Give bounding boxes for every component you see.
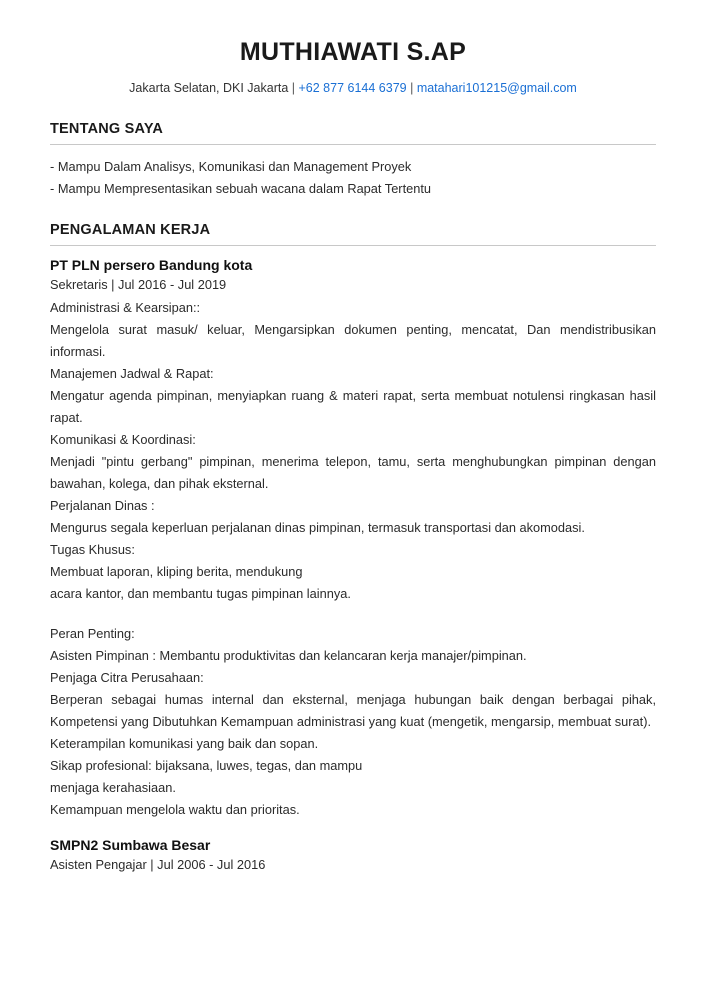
page-title: MUTHIAWATI S.AP (239, 38, 467, 66)
job-meta: Asisten Pengajar | Jul 2006 - Jul 2016 (50, 857, 266, 872)
job-paragraph: Administrasi & Kearsipan:: (50, 300, 201, 315)
experience-divider (50, 245, 656, 246)
job-paragraph: Keterampilan komunikasi yang baik dan sopan. (50, 736, 319, 751)
job-paragraph: Manajemen Jadwal & Rapat: (50, 366, 214, 381)
job-paragraph: Mengelola surat masuk/ keluar, Mengarsipkan dokumen penting, mencatat, Dan mendistribusikan informasi. (50, 322, 656, 359)
job-paragraph: Penjaga Citra Perusahaan: (50, 670, 204, 685)
job-paragraph: Asisten Pimpinan : Membantu produktivitas dan kelancaran kerja manajer/pimpinan. (50, 648, 527, 663)
job-paragraph: Berperan sebagai humas internal dan eksternal, menjaga hubungan baik dengan berbagai pihak, Kompetensi yang Dibutuhkan Kemampuan administrasi yang kuat (mengetik, mengarsip, membuat surat). (50, 692, 656, 729)
about-line: - Mampu Mempresentasikan sebuah wacana dalam Rapat Tertentu (50, 181, 432, 196)
experience-item (50, 257, 656, 821)
job-paragraph: Tugas Khusus: (50, 542, 135, 557)
job-company: SMPN2 Sumbawa Besar (50, 837, 211, 853)
experience-item (50, 837, 656, 872)
job-paragraph: acara kantor, dan membantu tugas pimpinan lainnya. (50, 586, 351, 601)
contact-location: Jakarta Selatan, DKI Jakarta (129, 81, 289, 95)
contact-phone-link[interactable]: +62 877 6144 6379 (298, 81, 407, 95)
job-company: PT PLN persero Bandung kota (50, 257, 253, 273)
job-paragraph: Sikap profesional: bijaksana, luwes, tegas, dan mampu (50, 758, 363, 773)
job-paragraph: Komunikasi & Koordinasi: (50, 432, 196, 447)
contact-line (50, 81, 656, 95)
experience-section-title: PENGALAMAN KERJA (50, 222, 211, 238)
contact-separator-1: | (291, 81, 296, 95)
job-paragraph: Mengurus segala keperluan perjalanan dinas pimpinan, termasuk transportasi dan akomodasi. (50, 520, 585, 535)
job-paragraph: Perjalanan Dinas : (50, 498, 155, 513)
job-paragraph: Kemampuan mengelola waktu dan prioritas. (50, 802, 300, 817)
about-line: - Mampu Dalam Analisys, Komunikasi dan Management Proyek (50, 159, 412, 174)
job-meta: Sekretaris | Jul 2016 - Jul 2019 (50, 277, 227, 292)
experience-section (50, 222, 656, 872)
paragraph-spacer (50, 605, 656, 623)
job-paragraph: Mengatur agenda pimpinan, menyiapkan ruang & materi rapat, serta membuat notulensi ringkasan hasil rapat. (50, 388, 656, 425)
about-section (50, 121, 656, 200)
job-paragraph: Peran Penting: (50, 626, 135, 641)
job-paragraph: Membuat laporan, kliping berita, mendukung (50, 564, 303, 579)
job-paragraph: Menjadi "pintu gerbang" pimpinan, menerima telepon, tamu, serta menghubungkan pimpinan dengan bawahan, kolega, dan pihak eksternal. (50, 454, 656, 491)
contact-email-link[interactable]: matahari101215@gmail.com (416, 81, 577, 95)
contact-separator-2: | (410, 81, 414, 95)
about-divider (50, 144, 656, 145)
job-description (50, 297, 656, 821)
about-section-title: TENTANG SAYA (50, 121, 164, 137)
job-paragraph: menjaga kerahasiaan. (50, 780, 176, 795)
